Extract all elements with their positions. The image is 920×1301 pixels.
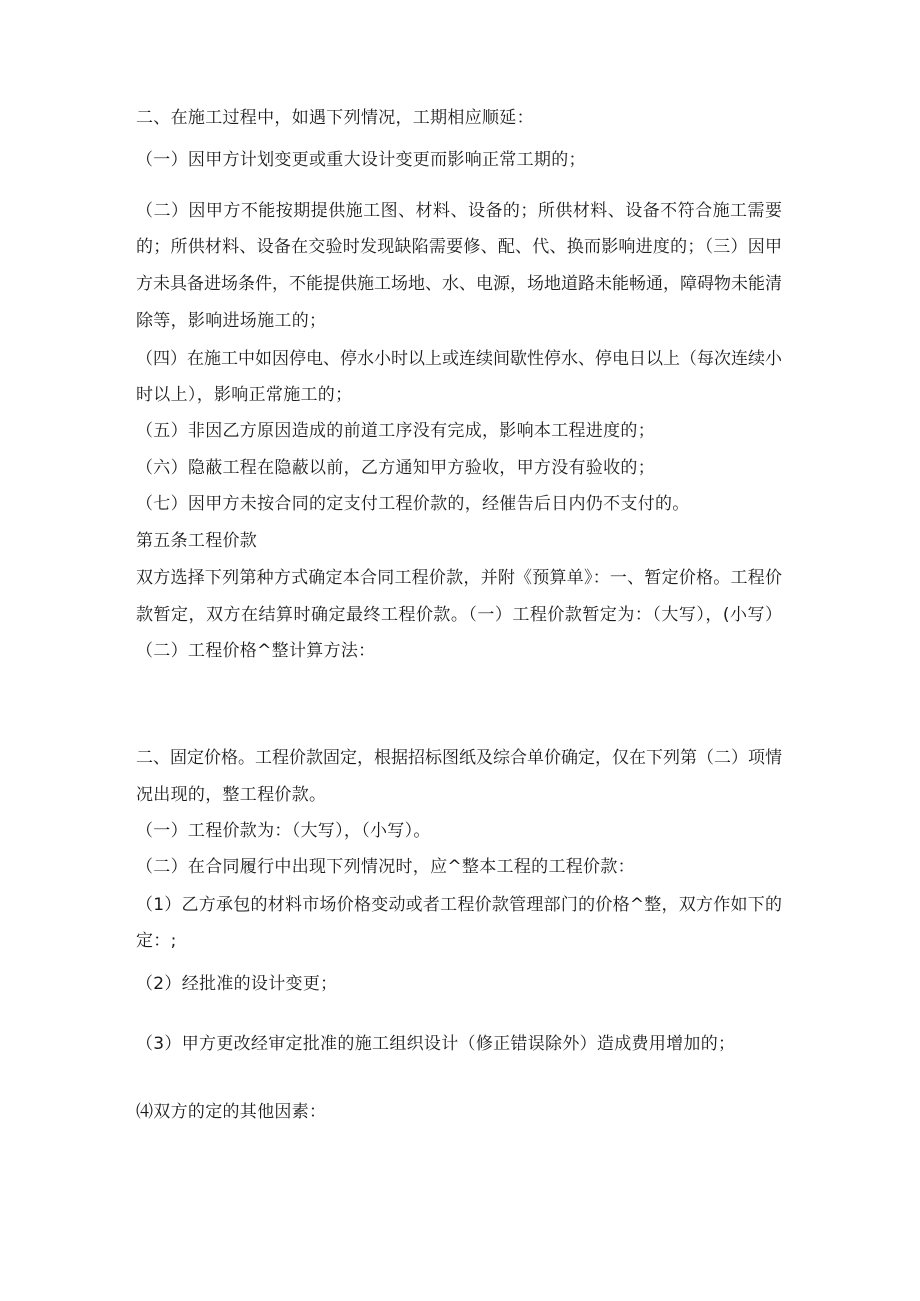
paragraph-line: 除等，影响进场施工的；: [136, 311, 327, 331]
paragraph-line: ⑷双方的定的其他因素：: [136, 1102, 327, 1122]
section-heading-fixed-price: 二、固定价格。工程价款固定，根据招标图纸及综合单价确定，仅在下列第（二）项情: [136, 748, 782, 768]
paragraph-line: （五）非因乙方原因造成的前道工序没有完成，影响本工程进度的；: [136, 421, 655, 441]
paragraph-line: 的；所供材料、设备在交验时发现缺陷需要修、配、代、换而影响进度的；（三）因甲: [136, 237, 782, 257]
paragraph-line: 时以上），影响正常施工的；: [136, 385, 353, 405]
paragraph-line: （二）工程价格^整计算方法：: [136, 641, 376, 661]
paragraph-line: （2）经批准的设计变更；: [136, 974, 338, 994]
paragraph-line: （一）工程价款为：（大写），（小写）。: [136, 821, 431, 841]
section-heading-delay: 二、在施工过程中，如遇下列情况，工期相应顺延：: [136, 108, 534, 128]
paragraph-line: （二）因甲方不能按期提供施工图、材料、设备的；所供材料、设备不符合施工需要: [136, 201, 782, 221]
paragraph-line: 方未具备进场条件，不能提供施工场地、水、电源，场地道路未能畅通，障碍物未能清: [136, 274, 782, 294]
paragraph-line: 双方选择下列第种方式确定本合同工程价款，并附《预算单》：一、暂定价格。工程价: [136, 568, 782, 588]
article-heading: 第五条工程价款: [136, 531, 258, 551]
paragraph-line: （六）隐蔽工程在隐蔽以前，乙方通知甲方验收，甲方没有验收的；: [136, 458, 655, 478]
paragraph-line: 况出现的，整工程价款。: [136, 785, 327, 805]
paragraph-line: （二）在合同履行中出现下列情况时，应^整本工程的工程价款：: [136, 857, 635, 877]
paragraph-line: （3）甲方更改经审定批准的施工组织设计（修正错误除外）造成费用增加的；: [136, 1034, 736, 1054]
paragraph-line: 定：;: [136, 931, 177, 951]
paragraph-line: 款暂定，双方在结算时确定最终工程价款。（一）工程价款暂定为：（大写），(小写）: [136, 605, 782, 625]
paragraph-line: （七）因甲方未按合同的定支付工程价款的，经催告后日内仍不支付的。: [136, 494, 690, 514]
paragraph-line: （一）因甲方计划变更或重大设计变更而影响正常工期的；: [136, 150, 586, 170]
paragraph-line: （四）在施工中如因停电、停水小时以上或连续间歇性停水、停电日以上（每次连续小: [136, 349, 782, 369]
paragraph-line: （1）乙方承包的材料市场价格变动或者工程价款管理部门的价格^整，双方作如下的: [136, 895, 782, 915]
